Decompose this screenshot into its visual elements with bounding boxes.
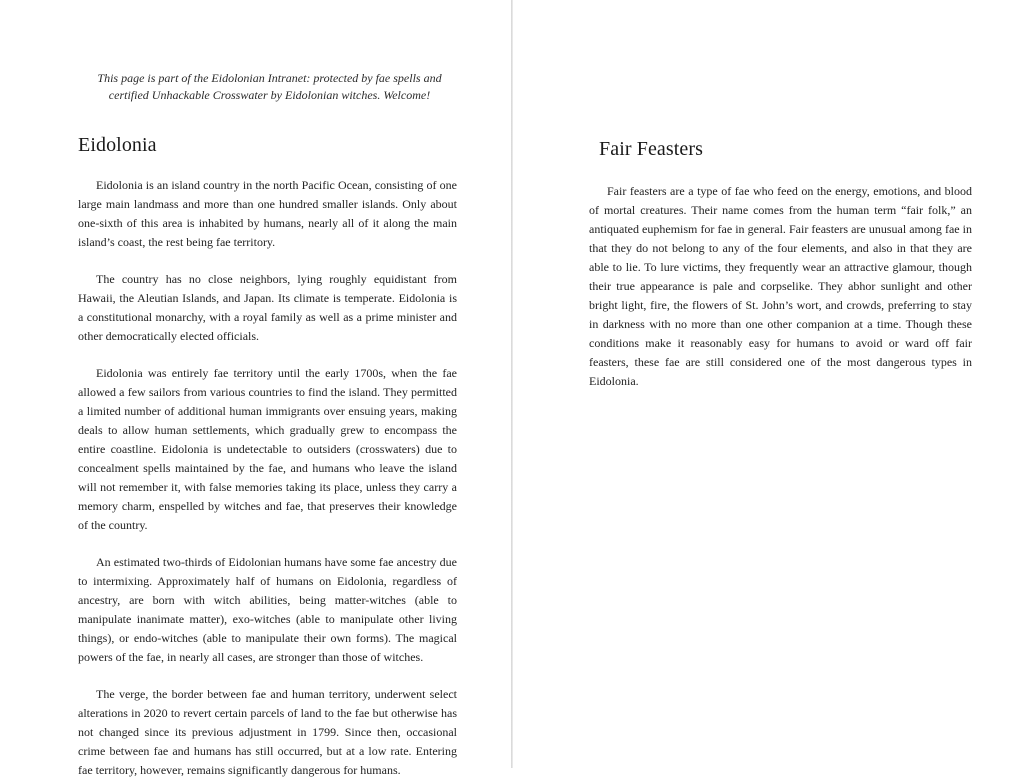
paragraph: Eidolonia is an island country in the north Pacific Ocean, consisting of one large main landmass and more than one hundred smaller islands. Only about one-sixth of this area is inhabited by humans, nearly all of it along the main island’s coast, the rest being fae territory. bbox=[78, 178, 457, 249]
paragraph: The verge, the border between fae and human territory, underwent select alterations in 2020 to revert certain parcels of land to the fae but otherwise has not changed since its previous adjustment in 1799. Since then, occasional crime between fae and humans has still occurred, but at a low rate. Entering fae territory, however, remains significantly dangerous for humans. bbox=[78, 687, 457, 777]
paragraph: Eidolonia was entirely fae territory until the early 1700s, when the fae allowed a few sailors from various countries to find the island. They permitted a limited number of additional human immigrants over ensuing years, making deals to allow human settlements, which gradually grew to encompass the entire coastline. Eidolonia is undetectable to outsiders (crosswaters) due to concealment spells maintained by the fae, and humans who leave the island will not remember it, with false memories taking its place, unless they carry a memory charm, enspelled by witches and fae, that preserves their knowledge of the country. bbox=[78, 366, 457, 532]
page-title-eidolonia: Eidolonia bbox=[78, 134, 157, 156]
page-title-fair-feasters: Fair Feasters bbox=[599, 138, 704, 160]
right-page bbox=[513, 0, 1024, 768]
paragraph: The country has no close neighbors, lying roughly equidistant from Hawaii, the Aleutian Islands, and Japan. Its climate is temperate. Eidolonia is a constitutional monarchy, with a royal family as well as a prime minister and other democratically elected officials. bbox=[78, 272, 457, 343]
paragraph: An estimated two-thirds of Eidolonian humans have some fae ancestry due to intermixing. Approximately half of humans on Eidolonia, regardless of ancestry, are born with witch abilities, being matter-witches (able to manipulate inanimate matter), exo-witches (able to manipulate other living things), or endo-witches (able to manipulate their own forms). The magical powers of the fae, in nearly all cases, are stronger than those of witches. bbox=[78, 555, 457, 664]
left-page bbox=[0, 0, 511, 777]
paragraph: Fair feasters are a type of fae who feed on the energy, emotions, and blood of mortal creatures. Their name comes from the human term “fair folk,” an antiquated euphemism for fae in general. Fair feasters are unusual among fae in that they do not belong to any of the four elements, and also in that they are able to lie. To lure victims, they frequently wear an attractive glamour, though their true appearance is pale and corpselike. They abhor sunlight and other bright light, fire, the flowers of St. John’s wort, and crowds, preferring to stay in darkness with no more than one other companion at a time. Though these conditions make it reasonably easy for humans to avoid or ward off fair feasters, these fae are still considered one of the most dangerous types in Eidolonia. bbox=[589, 184, 972, 388]
intranet-notice: This page is part of the Eidolonian Intranet: protected by fae spells and certified Unhackable Crosswater by Eidolonian witches. Welcome! bbox=[97, 71, 442, 102]
